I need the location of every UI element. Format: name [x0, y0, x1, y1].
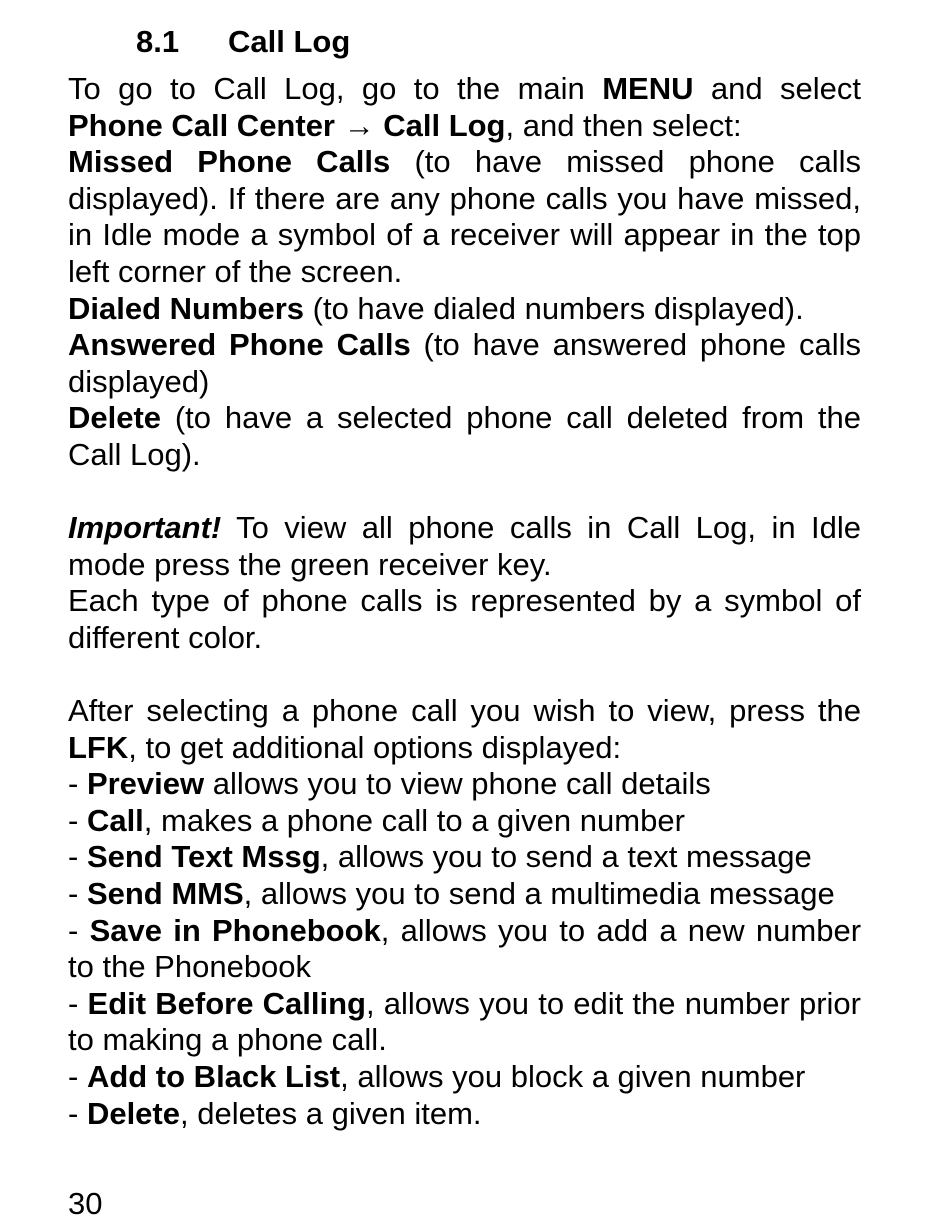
after-text-2: , to get additional options displayed: [128, 729, 622, 765]
option-missed-calls [68, 144, 861, 290]
option-answered-calls [68, 327, 861, 400]
option-term: Missed Phone Calls [68, 144, 391, 180]
menu-term: MENU [602, 71, 694, 106]
action-item-call: - Call, makes a phone call to a given number [68, 802, 685, 838]
intro-paragraph [68, 71, 861, 144]
action-desc: , allows you to edit the number prior to making a phone call. [68, 985, 861, 1058]
option-desc: (to have a selected phone call deleted from the Call Log). [68, 400, 861, 472]
option-term: Delete [68, 400, 162, 436]
action-item-send-mms: - Send MMS, allows you to send a multimedia message [68, 876, 835, 912]
spacer [68, 474, 861, 511]
section-number: 8.1 [136, 24, 180, 59]
intro-text-2: and select [693, 71, 862, 106]
spacer [68, 657, 861, 694]
action-desc: allows you to view phone call details [204, 766, 711, 802]
section-title: Call Log [228, 24, 351, 59]
menu-path-phone-call-center: Phone Call Center [68, 107, 344, 143]
option-term: Dialed Numbers [68, 290, 305, 326]
action-term: Preview [86, 766, 205, 802]
action-item-send-text: - Send Text Mssg, allows you to send a text message [68, 839, 812, 875]
action-item-preview: - Preview allows you to view phone call details [68, 766, 711, 802]
action-item-delete: - Delete, deletes a given item. [68, 1095, 482, 1131]
section-heading [136, 24, 350, 60]
option-desc: (to have answered phone calls displayed) [68, 327, 861, 399]
action-term: Edit Before Calling [87, 985, 366, 1021]
action-item-black-list: - Add to Black List, allows you block a given number [68, 1059, 806, 1095]
color-note: Each type of phone calls is represented by a symbol of different color. [68, 583, 861, 655]
action-item-save-phonebook: - Save in Phonebook, allows you to add a new number to the Phonebook [68, 912, 862, 985]
action-term: Delete [86, 1095, 180, 1131]
intro-text: To go to Call Log, go to the main [68, 71, 603, 106]
action-desc: , allows you block a given number [340, 1059, 806, 1095]
action-term: Add to Black List [86, 1059, 341, 1095]
action-desc: , allows you to send a multimedia message [243, 876, 835, 912]
section-body [68, 71, 861, 1132]
action-desc: , makes a phone call to a given number [143, 802, 685, 838]
after-text: After selecting a phone call you wish to view, press the [68, 693, 861, 729]
action-item-edit-before-calling: - Edit Before Calling, allows you to edit the number prior to making a phone call. [68, 985, 861, 1058]
important-text: To view all phone calls in Call Log, in Idle mode press the green receiver key. [68, 510, 861, 582]
action-term: Call [86, 802, 144, 838]
important-label: Important! [68, 510, 222, 546]
action-desc: , allows you to add a new number to the Phonebook [68, 912, 862, 985]
action-term: Send Text Mssg [86, 839, 321, 875]
option-desc: (to have dialed numbers displayed). [304, 290, 804, 326]
lfk-term: LFK [68, 729, 129, 765]
option-delete [68, 400, 861, 473]
after-paragraph [68, 693, 861, 766]
action-term: Save in Phonebook [89, 912, 381, 948]
page-number: 30 [68, 1186, 103, 1221]
action-desc: , allows you to send a text message [320, 839, 812, 875]
menu-path-call-log: Call Log [374, 107, 506, 143]
important-note [68, 510, 861, 583]
option-desc: (to have missed phone calls displayed). If there are any phone calls you have missed, in Idle mode a symbol of a receiver will appear in the top left corner of the screen. [68, 144, 862, 289]
option-dialed-numbers [68, 291, 861, 328]
arrow-right-icon: → [343, 107, 375, 143]
action-term: Send MMS [86, 876, 244, 912]
intro-text-3: , and then select: [505, 107, 742, 143]
action-desc: , deletes a given item. [179, 1095, 482, 1131]
option-term: Answered Phone Calls [68, 327, 411, 363]
